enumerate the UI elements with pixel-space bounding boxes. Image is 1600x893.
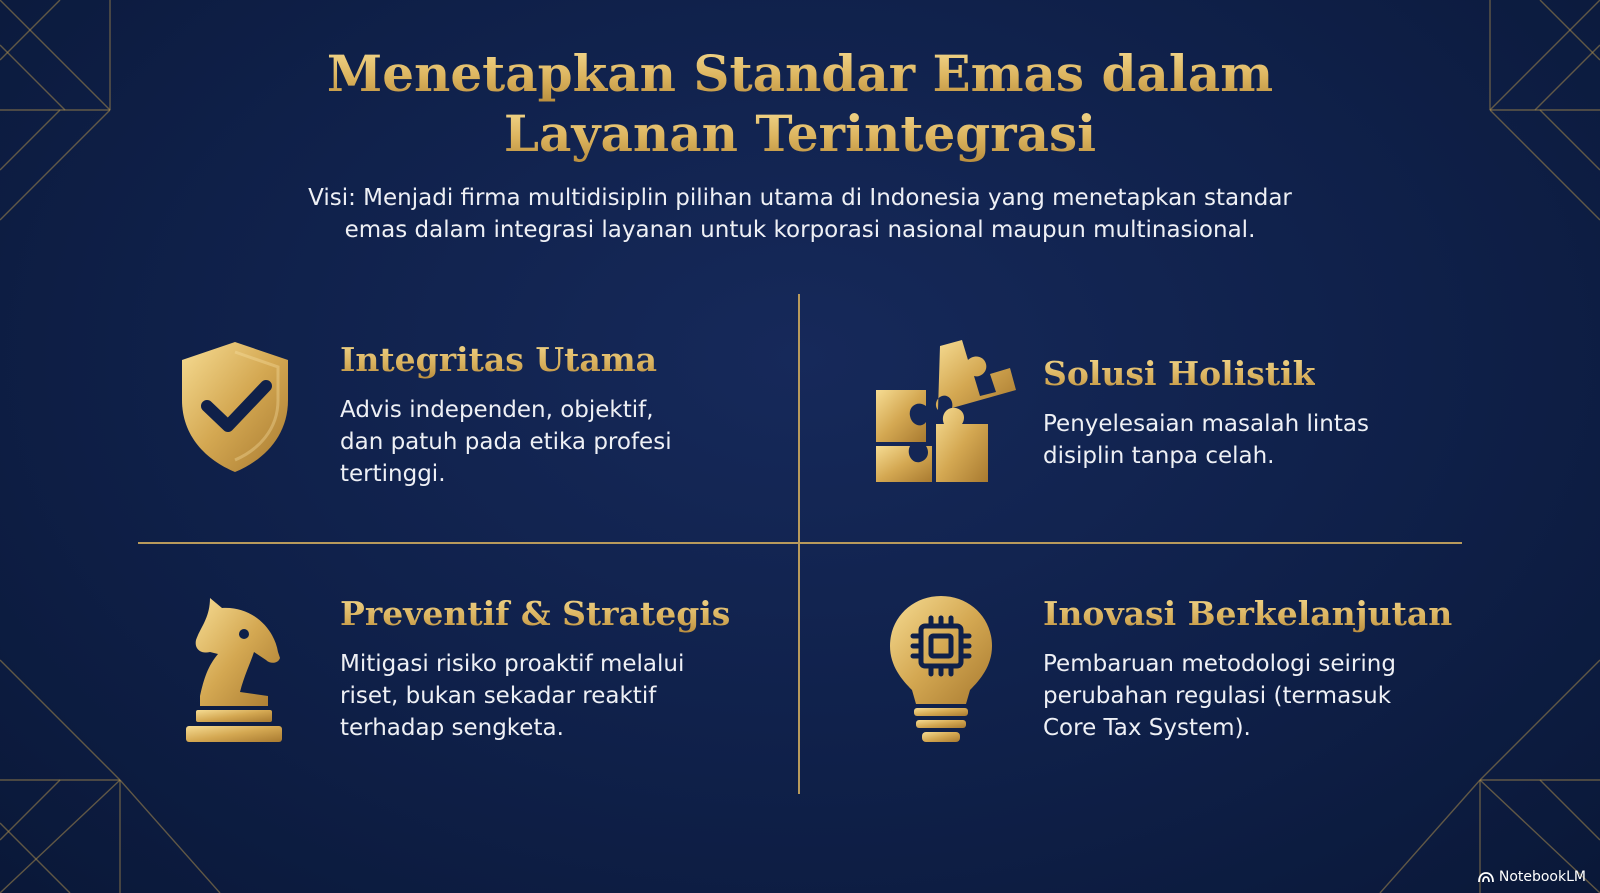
card-desc-line: riset, bukan sekadar reaktif <box>340 683 657 709</box>
notebooklm-branding <box>1478 869 1586 885</box>
lightbulb-chip-icon <box>886 592 996 746</box>
card-title-preventif: Preventif & Strategis <box>340 594 731 633</box>
card-desc-line: Mitigasi risiko proaktif melalui <box>340 651 685 677</box>
notebooklm-logo-icon <box>1478 871 1494 883</box>
card-desc-inovasi <box>1043 648 1396 744</box>
vision-line-2: emas dalam integrasi layanan untuk korporasi nasional maupun multinasional. <box>344 217 1256 243</box>
chess-knight-icon <box>182 594 286 744</box>
brand-label: NotebookLM <box>1498 869 1586 885</box>
title-line-1: Menetapkan Standar Emas dalam <box>0 44 1600 104</box>
card-title-integritas: Integritas Utama <box>340 340 658 379</box>
page-title <box>0 44 1600 164</box>
card-desc-line: dan patuh pada etika profesi <box>340 429 672 455</box>
title-line-2: Layanan Terintegrasi <box>0 104 1600 164</box>
shield-check-icon <box>174 338 296 476</box>
card-title-inovasi: Inovasi Berkelanjutan <box>1043 594 1453 633</box>
card-desc-line: Core Tax System). <box>1043 715 1251 741</box>
card-desc-line: terhadap sengketa. <box>340 715 564 741</box>
card-desc-solusi <box>1043 408 1369 472</box>
card-desc-line: Penyelesaian masalah lintas <box>1043 411 1369 437</box>
vision-statement <box>0 182 1600 246</box>
puzzle-icon <box>870 336 1020 486</box>
card-desc-line: perubahan regulasi (termasuk <box>1043 683 1392 709</box>
vertical-divider <box>798 294 800 794</box>
card-desc-preventif <box>340 648 684 744</box>
card-title-solusi: Solusi Holistik <box>1043 354 1316 393</box>
card-desc-line: disiplin tanpa celah. <box>1043 443 1275 469</box>
card-desc-line: Advis independen, objektif, <box>340 397 654 423</box>
card-desc-line: Pembaruan metodologi seiring <box>1043 651 1396 677</box>
card-desc-line: tertinggi. <box>340 461 446 487</box>
card-desc-integritas <box>340 394 672 490</box>
vision-line-1: Visi: Menjadi firma multidisiplin pilihan utama di Indonesia yang menetapkan standar <box>308 185 1292 211</box>
horizontal-divider <box>138 542 1462 544</box>
